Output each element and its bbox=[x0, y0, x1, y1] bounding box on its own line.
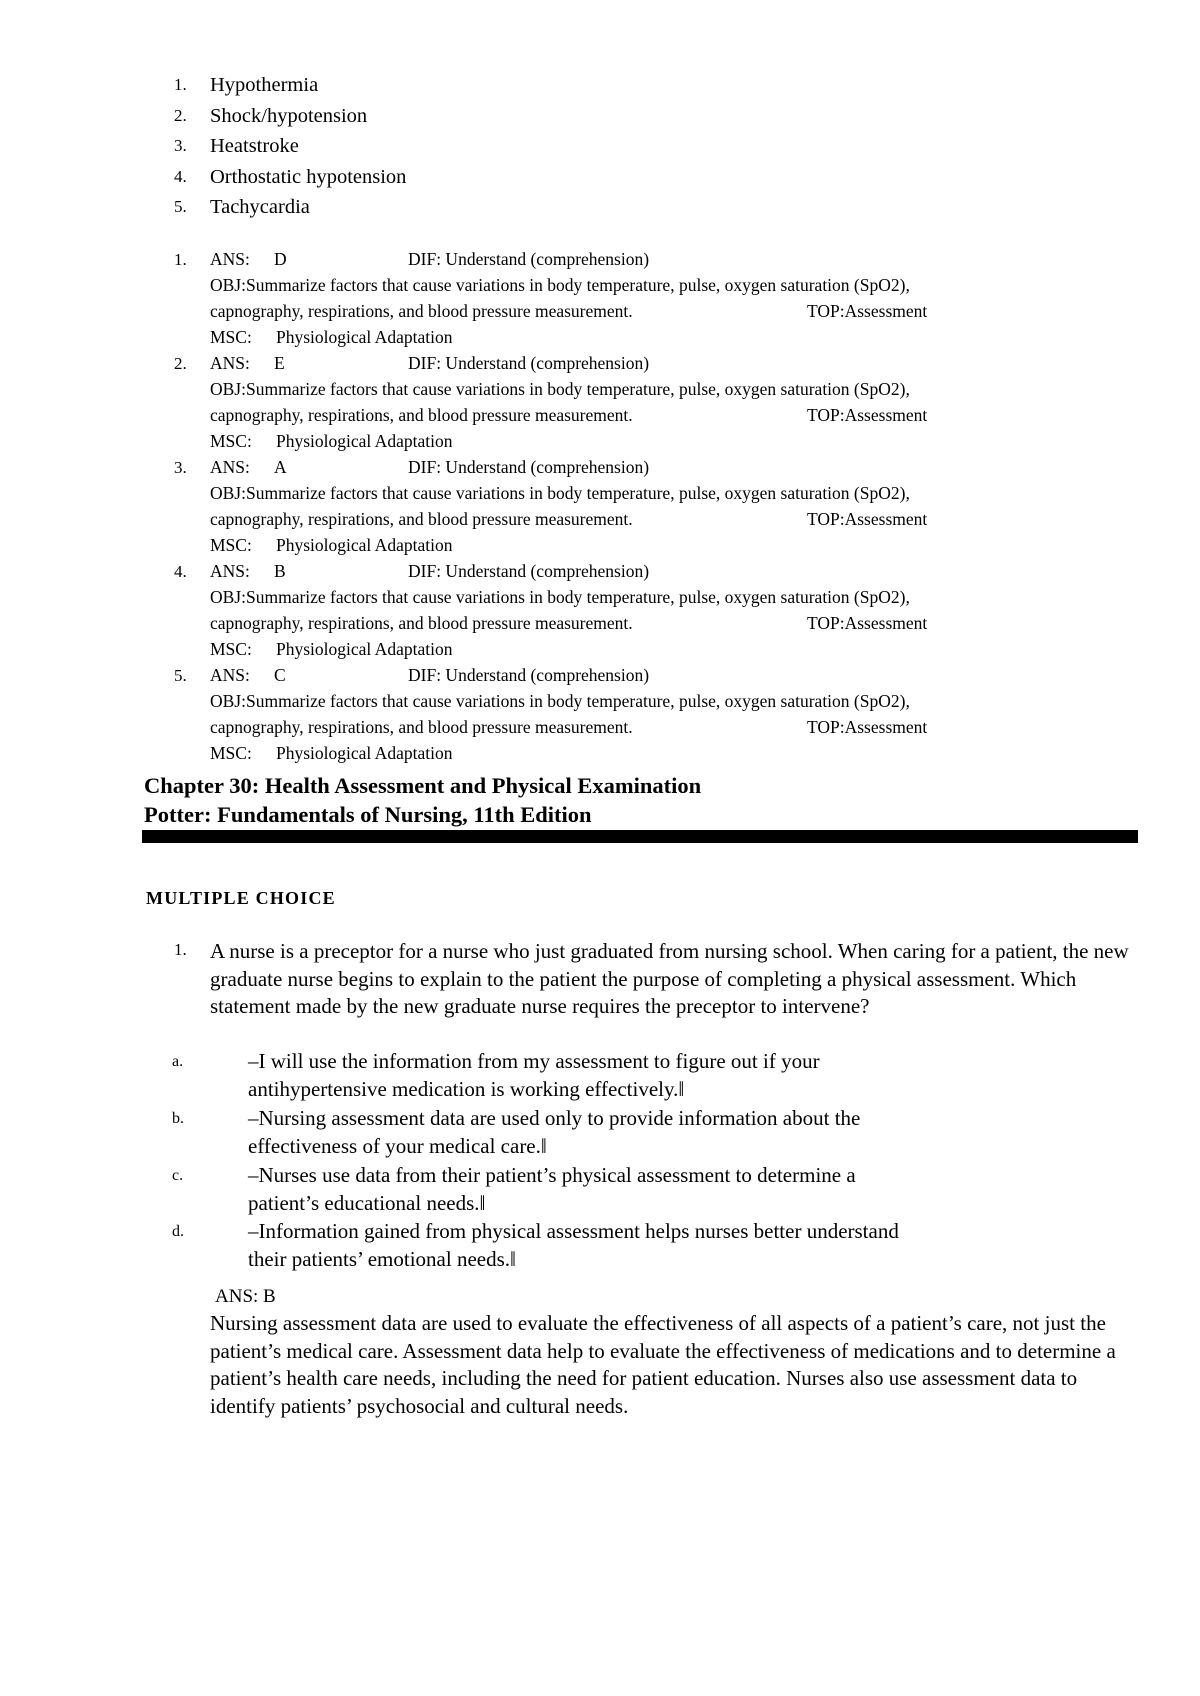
obj-line-1: OBJ:Summarize factors that cause variations in body temperature, pulse, oxygen saturation (SpO2), bbox=[210, 691, 910, 711]
obj-line-1: OBJ:Summarize factors that cause variations in body temperature, pulse, oxygen saturation (SpO2), bbox=[210, 379, 910, 399]
obj-line-1: OBJ:Summarize factors that cause variations in body temperature, pulse, oxygen saturation (SpO2), bbox=[210, 483, 910, 503]
prior-question-options bbox=[160, 70, 406, 223]
answer-line: ANS: B bbox=[215, 1286, 276, 1307]
option-b bbox=[172, 1105, 930, 1160]
option-text: –Nursing assessment data are used only to provide information about the effectiveness of your medical care.‖ bbox=[248, 1106, 861, 1158]
rationale-text: Nursing assessment data are used to evaluate the effectiveness of all aspects of a patient’s care, not just the patient’s medical care. Assessment data help to evaluate the effectiveness of medications and to determine a patient’s health care needs, including the need for patient education. Nurses also use assessment data to identify patients’ psychosocial and cultural needs. bbox=[210, 1311, 1116, 1419]
top-text: TOP:Assessment bbox=[807, 509, 928, 529]
option-number: 2. bbox=[174, 105, 187, 125]
obj-line-1: OBJ:Summarize factors that cause variations in body temperature, pulse, oxygen saturation (SpO2), bbox=[210, 275, 910, 295]
answer-number: 3. bbox=[174, 458, 187, 477]
option-letter: d. bbox=[172, 1223, 184, 1240]
ans-value: D bbox=[274, 249, 287, 269]
answer-number: 5. bbox=[174, 666, 187, 685]
msc-label: MSC: bbox=[210, 327, 252, 347]
obj-line-2: capnography, respirations, and blood pressure measurement. bbox=[210, 613, 633, 633]
obj-line-2: capnography, respirations, and blood pressure measurement. bbox=[210, 301, 633, 321]
option-text: –Information gained from physical assessment helps nurses better understand their patients’ emotional needs.‖ bbox=[248, 1219, 899, 1271]
option-d bbox=[172, 1218, 930, 1273]
option-letter: c. bbox=[172, 1167, 184, 1184]
answer-key-item bbox=[160, 247, 928, 351]
obj-line-1: OBJ:Summarize factors that cause variations in body temperature, pulse, oxygen saturation (SpO2), bbox=[210, 587, 910, 607]
msc-text: Physiological Adaptation bbox=[276, 327, 453, 347]
option-text: Heatstroke bbox=[210, 135, 299, 157]
ans-value: A bbox=[274, 457, 287, 477]
question-number: 1. bbox=[174, 940, 187, 959]
option-text: Orthostatic hypotension bbox=[210, 165, 407, 188]
dif-text: DIF: Understand (comprehension) bbox=[408, 353, 650, 373]
top-text: TOP:Assessment bbox=[807, 405, 928, 425]
chapter-subtitle: Potter: Fundamentals of Nursing, 11th Edition bbox=[144, 802, 592, 827]
ans-value: E bbox=[274, 353, 285, 373]
list-item bbox=[160, 162, 406, 193]
question-stem: A nurse is a preceptor for a nurse who just graduated from nursing school. When caring for a patient, the new graduate nurse begins to explain to the patient the purpose of completing a physical assessment. Which statement made by the new graduate nurse requires the preceptor to intervene? bbox=[210, 939, 1129, 1019]
obj-line-2: capnography, respirations, and blood pressure measurement. bbox=[210, 717, 633, 737]
option-text: –Nurses use data from their patient’s physical assessment to determine a patient’s educational needs.‖ bbox=[248, 1163, 856, 1215]
answer-key-item bbox=[160, 559, 928, 663]
option-text: –I will use the information from my assessment to figure out if your antihypertensive medication is working effectively.‖ bbox=[248, 1049, 820, 1101]
top-text: TOP:Assessment bbox=[807, 613, 928, 633]
section-heading: MULTIPLE CHOICE bbox=[146, 888, 336, 908]
dif-text: DIF: Understand (comprehension) bbox=[408, 561, 650, 581]
option-c bbox=[172, 1162, 930, 1217]
answer-key-item bbox=[160, 663, 928, 767]
obj-line-2: capnography, respirations, and blood pressure measurement. bbox=[210, 405, 633, 425]
msc-label: MSC: bbox=[210, 639, 252, 659]
ans-label: ANS: bbox=[210, 561, 250, 581]
msc-label: MSC: bbox=[210, 743, 252, 763]
dif-text: DIF: Understand (comprehension) bbox=[408, 665, 650, 685]
answer-number: 4. bbox=[174, 562, 187, 581]
option-number: 3. bbox=[174, 136, 187, 155]
answer-number: 1. bbox=[174, 250, 187, 269]
msc-label: MSC: bbox=[210, 535, 252, 555]
option-a bbox=[172, 1048, 930, 1103]
answer-number: 2. bbox=[174, 354, 187, 373]
ans-label: ANS: bbox=[210, 457, 250, 477]
msc-text: Physiological Adaptation bbox=[276, 743, 453, 763]
ans-label: ANS: bbox=[210, 353, 250, 373]
ans-label: ANS: bbox=[210, 665, 250, 685]
heading-rule bbox=[142, 830, 1138, 843]
msc-text: Physiological Adaptation bbox=[276, 431, 453, 451]
option-letter: a. bbox=[172, 1053, 184, 1070]
list-item bbox=[160, 70, 406, 101]
msc-text: Physiological Adaptation bbox=[276, 535, 453, 555]
option-text: Tachycardia bbox=[210, 196, 310, 218]
dif-text: DIF: Understand (comprehension) bbox=[408, 457, 650, 477]
option-letter: b. bbox=[172, 1110, 184, 1127]
list-item bbox=[160, 131, 406, 162]
top-text: TOP:Assessment bbox=[807, 301, 928, 321]
option-text: Hypothermia bbox=[210, 74, 319, 96]
msc-text: Physiological Adaptation bbox=[276, 639, 453, 659]
answer-key-item bbox=[160, 351, 928, 455]
option-number: 4. bbox=[174, 166, 187, 186]
ans-value: C bbox=[274, 665, 286, 685]
answer-key-item bbox=[160, 455, 928, 559]
top-text: TOP:Assessment bbox=[807, 717, 928, 737]
ans-value: B bbox=[274, 561, 286, 581]
option-text: Shock/hypotension bbox=[210, 104, 368, 127]
list-item bbox=[160, 192, 406, 223]
ans-label: ANS: bbox=[210, 249, 250, 269]
list-item bbox=[160, 101, 406, 132]
option-number: 5. bbox=[174, 197, 187, 216]
chapter-title: Chapter 30: Health Assessment and Physical Examination bbox=[144, 773, 702, 798]
dif-text: DIF: Understand (comprehension) bbox=[408, 249, 650, 269]
option-number: 1. bbox=[174, 75, 187, 94]
answer-key-list bbox=[160, 247, 928, 767]
obj-line-2: capnography, respirations, and blood pressure measurement. bbox=[210, 509, 633, 529]
msc-label: MSC: bbox=[210, 431, 252, 451]
